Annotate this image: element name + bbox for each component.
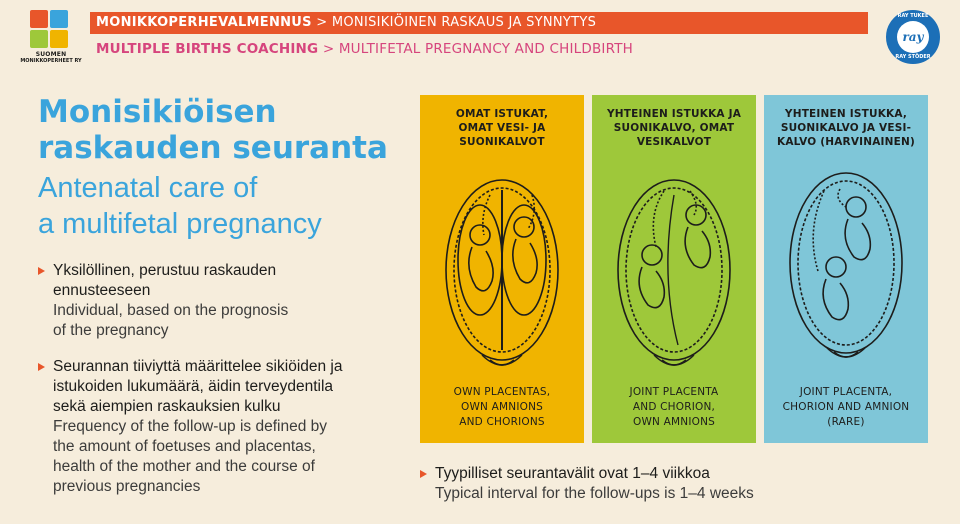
title-en-line2: a multifetal pregnancy [38,208,322,240]
page-title-english [38,170,322,242]
panel-caption [592,385,756,430]
ray-logo-bottom-text: RAY STÖDER [895,54,931,60]
panel-caption-line: OWN PLACENTAS, [453,386,551,398]
panel-caption-line: (RARE) [827,416,865,428]
bullet-en-line: Individual, based on the prognosis [53,302,289,319]
bullet-individual [38,261,288,341]
header-bar-finnish [90,12,868,34]
logo-caption-line1: SUOMEN [35,51,67,58]
title-fi-line2: raskauden seuranta [38,130,388,166]
panel-caption-line: AND CHORIONS [459,416,545,428]
ray-logo-top-text: RAY TUKEE [897,13,929,19]
children-figures-icon [30,10,68,48]
bullet-fi-line: Tyypilliset seurantavälit ovat 1–4 viikkoa [435,465,710,482]
bullet-frequency [38,357,343,497]
panel-heading-line: KALVO (HARVINAINEN) [776,136,916,148]
title-fi-line1: Monisikiöisen [38,94,277,130]
panel-heading-line: OMAT VESI- JA [458,122,546,134]
header-en-bold: MULTIPLE BIRTHS COACHING [96,41,319,57]
panel-caption-line: OWN AMNIONS [460,401,544,413]
bullet-arrow-icon [38,267,45,275]
bullet-en-line: health of the mother and the course of [53,458,315,475]
ray-logo-center: ray [897,21,929,53]
bullet-typical-interval [420,464,754,504]
panel-heading-line: SUONIKALVO JA VESI- [780,122,912,134]
panel-dichorionic [420,95,584,443]
panel-heading-line: YHTEINEN ISTUKKA, [784,108,908,120]
panel-heading-line: OMAT ISTUKAT, [455,108,549,120]
page-title-finnish [38,94,388,166]
panel-caption-line: CHORION AND AMNION [782,401,910,413]
panel-caption-line: AND CHORION, [632,401,716,413]
suomen-monikkoperheet-logo [20,10,82,70]
panel-caption-line: JOINT PLACENTA [629,386,719,398]
bullet-fi-line: sekä aiempien raskauksien kulku [53,398,281,415]
bullet-en-line: the amount of foetuses and placentas, [53,438,316,455]
bullet-arrow-icon [38,363,45,371]
header-fi-rest: > MONISIKIÖINEN RASKAUS JA SYNNYTYS [311,15,597,30]
bullet-en-line: Frequency of the follow-up is defined by [53,418,327,435]
panel-monochorionic-diamniotic [592,95,756,443]
header-fi-bold: MONIKKOPERHEVALMENNUS [96,15,312,30]
panel-caption [764,385,928,430]
bullet-fi-line: Seurannan tiiviyttä määrittelee sikiöiden ja [53,358,343,375]
bullet-arrow-icon [420,470,427,478]
bullet-en-line: of the pregnancy [53,322,169,339]
panel-heading-line: YHTEINEN ISTUKKA JA [606,108,742,120]
panel-heading-line: SUONIKALVO, OMAT [613,122,735,134]
bullet-fi-line: ennusteeseen [53,282,151,299]
panel-monochorionic-monoamniotic [764,95,928,443]
panel-caption-line: JOINT PLACENTA, [799,386,893,398]
bullet-fi-line: istukoiden lukumäärä, äidin terveydentila [53,378,334,395]
header-english [96,41,633,57]
panel-heading-line: SUONIKALVOT [459,136,545,148]
ray-logo [886,10,940,64]
bullet-en-line: previous pregnancies [53,478,201,495]
bullet-fi-line: Yksilöllinen, perustuu raskauden [53,262,277,279]
panel-caption-line: OWN AMNIONS [632,416,716,428]
panel-heading-line: VESIKALVOT [636,136,712,148]
bullet-en-line: Typical interval for the follow-ups is 1–4 weeks [435,485,754,502]
logo-caption-line2: MONIKKOPERHEET RY [20,58,82,64]
panel-caption [420,385,584,430]
title-en-line1: Antenatal care of [38,172,258,204]
header-en-rest: > MULTIFETAL PREGNANCY AND CHILDBIRTH [318,41,633,57]
